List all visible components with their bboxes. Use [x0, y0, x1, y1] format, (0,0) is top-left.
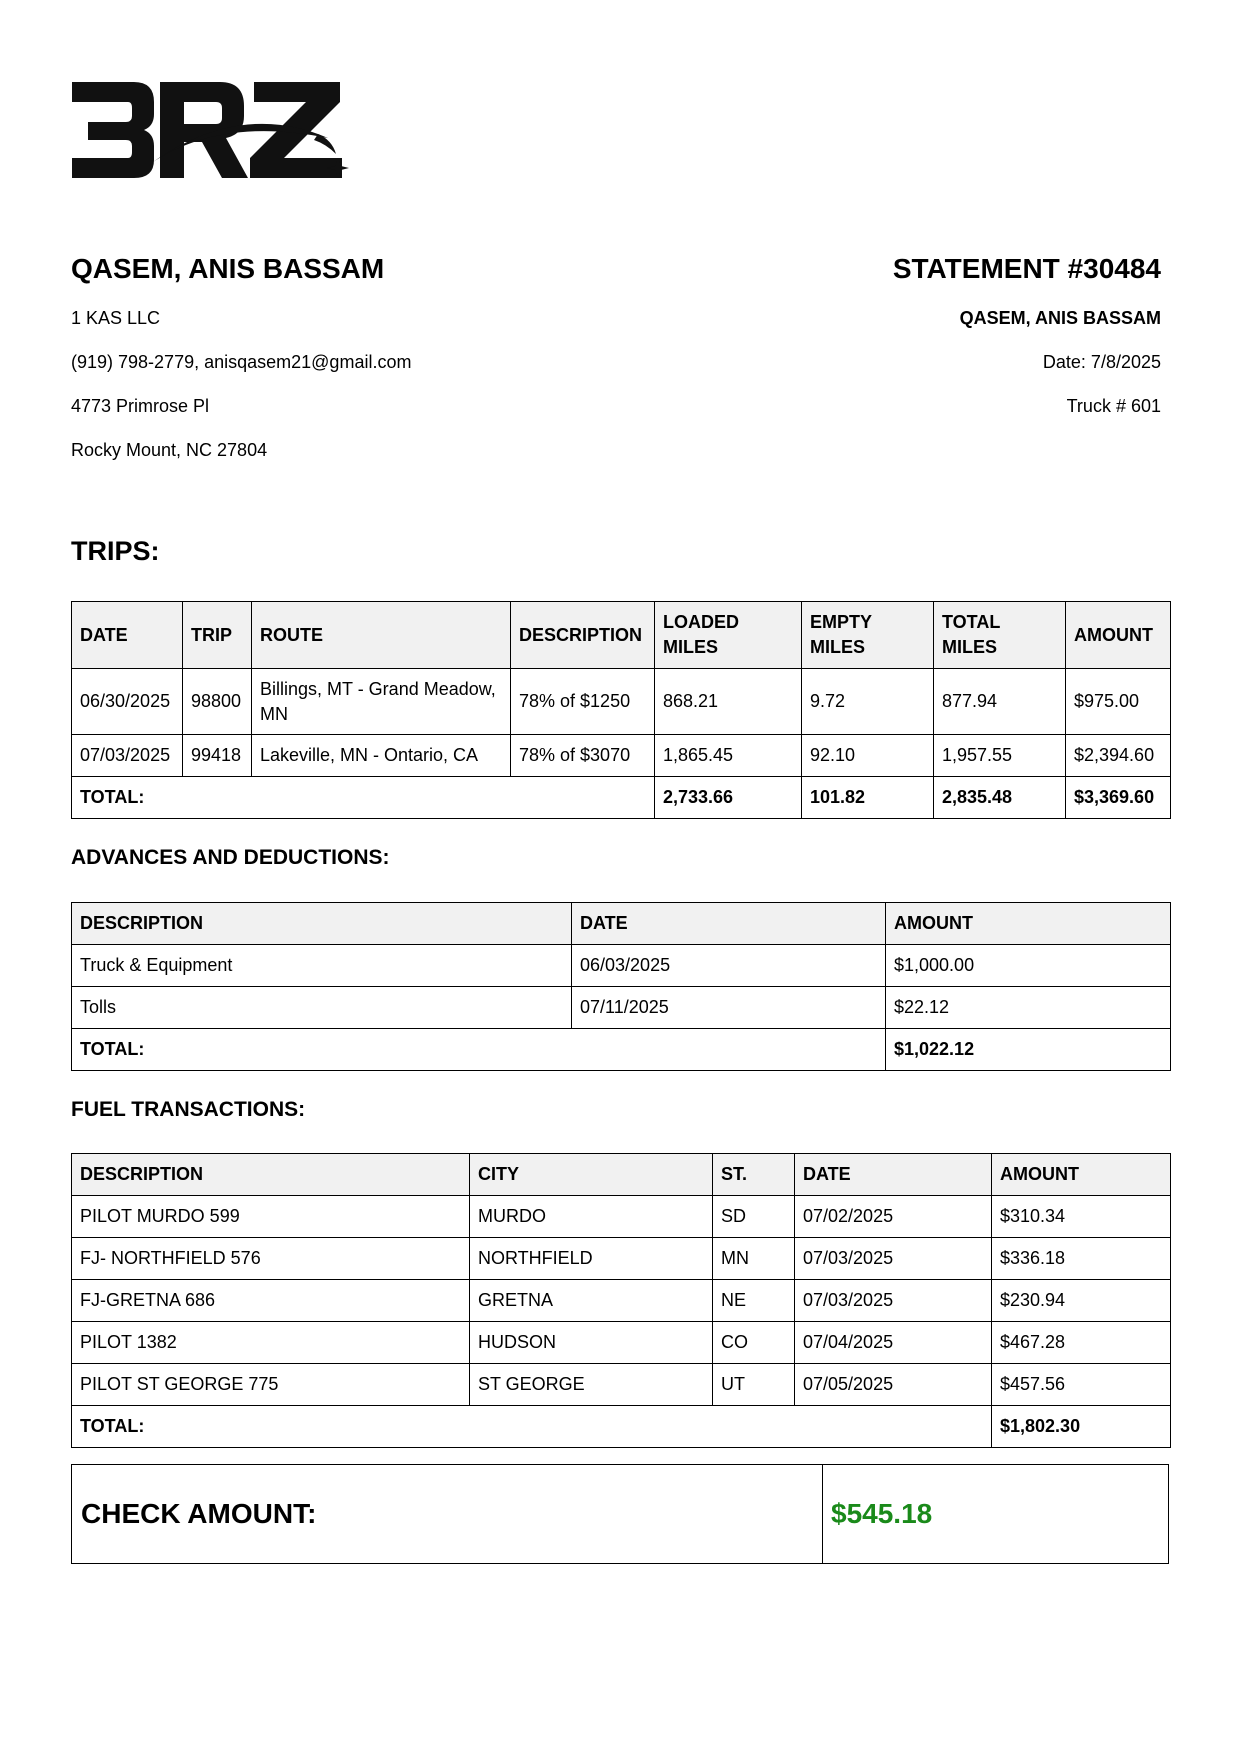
fuel-date: 07/03/2025: [795, 1280, 992, 1322]
driver-contact: (919) 798-2779, anisqasem21@gmail.com: [71, 352, 412, 372]
trip-amount: $2,394.60: [1066, 735, 1171, 777]
trip-amount: $975.00: [1066, 669, 1171, 735]
trip-route: Billings, MT - Grand Meadow, MN: [252, 669, 511, 735]
table-row: [72, 1322, 1171, 1364]
trips-table: [71, 601, 1171, 819]
trip-date: 06/30/2025: [72, 669, 183, 735]
table-row: [72, 945, 1171, 987]
total-miles: 2,835.48: [934, 777, 1066, 819]
col-date: DATE: [795, 1154, 992, 1196]
truck-number: Truck # 601: [1066, 396, 1161, 416]
trips-total-row: [72, 777, 1171, 819]
fuel-date: 07/05/2025: [795, 1364, 992, 1406]
col-trip: TRIP: [183, 602, 252, 669]
fuel-amount: $467.28: [992, 1322, 1171, 1364]
col-total-miles: TOTAL MILES: [934, 602, 1066, 669]
col-description: DESCRIPTION: [511, 602, 655, 669]
fuel-amount: $457.56: [992, 1364, 1171, 1406]
trip-date: 07/03/2025: [72, 735, 183, 777]
col-amount: AMOUNT: [992, 1154, 1171, 1196]
trip-description: 78% of $1250: [511, 669, 655, 735]
advance-description: Truck & Equipment: [72, 945, 572, 987]
fuel-city: NORTHFIELD: [470, 1238, 713, 1280]
company-name: 1 KAS LLC: [71, 308, 161, 328]
col-date: DATE: [72, 602, 183, 669]
total-label: TOTAL:: [72, 1029, 886, 1071]
fuel-heading: FUEL TRANSACTIONS:: [71, 1098, 306, 1121]
fuel-description: PILOT MURDO 599: [72, 1196, 470, 1238]
fuel-table: [71, 1153, 1171, 1448]
trip-number: 98800: [183, 669, 252, 735]
fuel-state: UT: [713, 1364, 795, 1406]
advance-description: Tolls: [72, 987, 572, 1029]
col-route: ROUTE: [252, 602, 511, 669]
col-loaded-miles: LOADED MILES: [655, 602, 802, 669]
trip-number: 99418: [183, 735, 252, 777]
fuel-description: FJ-GRETNA 686: [72, 1280, 470, 1322]
fuel-header-row: [72, 1154, 1171, 1196]
driver-name: QASEM, ANIS BASSAM: [71, 253, 385, 284]
fuel-city: ST GEORGE: [470, 1364, 713, 1406]
fuel-state: MN: [713, 1238, 795, 1280]
col-empty-miles: EMPTY MILES: [802, 602, 934, 669]
check-amount-label: CHECK AMOUNT:: [72, 1465, 823, 1563]
table-row: [72, 987, 1171, 1029]
statement-name: QASEM, ANIS BASSAM: [959, 308, 1161, 328]
col-description: DESCRIPTION: [72, 903, 572, 945]
fuel-amount: $230.94: [992, 1280, 1171, 1322]
trip-loaded-miles: 868.21: [655, 669, 802, 735]
col-amount: AMOUNT: [886, 903, 1171, 945]
statement-date: Date: 7/8/2025: [1042, 352, 1161, 372]
col-state: ST.: [713, 1154, 795, 1196]
total-amount: $3,369.60: [1066, 777, 1171, 819]
table-row: [72, 1196, 1171, 1238]
table-row: [72, 1238, 1171, 1280]
address-line-2: Rocky Mount, NC 27804: [71, 440, 268, 460]
total-label: TOTAL:: [72, 777, 655, 819]
total-label: TOTAL:: [72, 1406, 992, 1448]
fuel-city: GRETNA: [470, 1280, 713, 1322]
advances-heading: ADVANCES AND DEDUCTIONS:: [71, 846, 390, 869]
fuel-date: 07/04/2025: [795, 1322, 992, 1364]
fuel-state: SD: [713, 1196, 795, 1238]
table-row: [72, 1364, 1171, 1406]
advances-header-row: [72, 903, 1171, 945]
fuel-amount: $336.18: [992, 1238, 1171, 1280]
fuel-city: HUDSON: [470, 1322, 713, 1364]
fuel-city: MURDO: [470, 1196, 713, 1238]
fuel-description: PILOT 1382: [72, 1322, 470, 1364]
trips-header-row: [72, 602, 1171, 669]
fuel-date: 07/03/2025: [795, 1238, 992, 1280]
advances-total-row: [72, 1029, 1171, 1071]
statement-info: [893, 253, 1161, 439]
trip-route: Lakeville, MN - Ontario, CA: [252, 735, 511, 777]
trip-empty-miles: 9.72: [802, 669, 934, 735]
fuel-state: CO: [713, 1322, 795, 1364]
trip-total-miles: 877.94: [934, 669, 1066, 735]
fuel-description: FJ- NORTHFIELD 576: [72, 1238, 470, 1280]
trips-heading: TRIPS:: [71, 536, 160, 566]
fuel-amount: $310.34: [992, 1196, 1171, 1238]
advances-table: [71, 902, 1171, 1071]
driver-info: [71, 253, 411, 483]
address-line-1: 4773 Primrose Pl: [71, 396, 210, 416]
trip-loaded-miles: 1,865.45: [655, 735, 802, 777]
advance-amount: $22.12: [886, 987, 1171, 1029]
advance-date: 07/11/2025: [572, 987, 886, 1029]
company-logo: [70, 78, 380, 190]
fuel-description: PILOT ST GEORGE 775: [72, 1364, 470, 1406]
advance-date: 06/03/2025: [572, 945, 886, 987]
total-loaded-miles: 2,733.66: [655, 777, 802, 819]
brz-logo-icon: [70, 78, 380, 190]
total-amount: $1,022.12: [886, 1029, 1171, 1071]
fuel-state: NE: [713, 1280, 795, 1322]
fuel-date: 07/02/2025: [795, 1196, 992, 1238]
advance-amount: $1,000.00: [886, 945, 1171, 987]
col-amount: AMOUNT: [1066, 602, 1171, 669]
col-description: DESCRIPTION: [72, 1154, 470, 1196]
col-date: DATE: [572, 903, 886, 945]
col-city: CITY: [470, 1154, 713, 1196]
table-row: [72, 1280, 1171, 1322]
check-amount-box: [71, 1464, 1169, 1564]
table-row: [72, 669, 1171, 735]
trip-description: 78% of $3070: [511, 735, 655, 777]
check-amount-value: $545.18: [831, 1498, 933, 1529]
trip-total-miles: 1,957.55: [934, 735, 1066, 777]
total-amount: $1,802.30: [992, 1406, 1171, 1448]
total-empty-miles: 101.82: [802, 777, 934, 819]
fuel-total-row: [72, 1406, 1171, 1448]
trip-empty-miles: 92.10: [802, 735, 934, 777]
table-row: [72, 735, 1171, 777]
statement-title: STATEMENT #30484: [892, 253, 1161, 284]
